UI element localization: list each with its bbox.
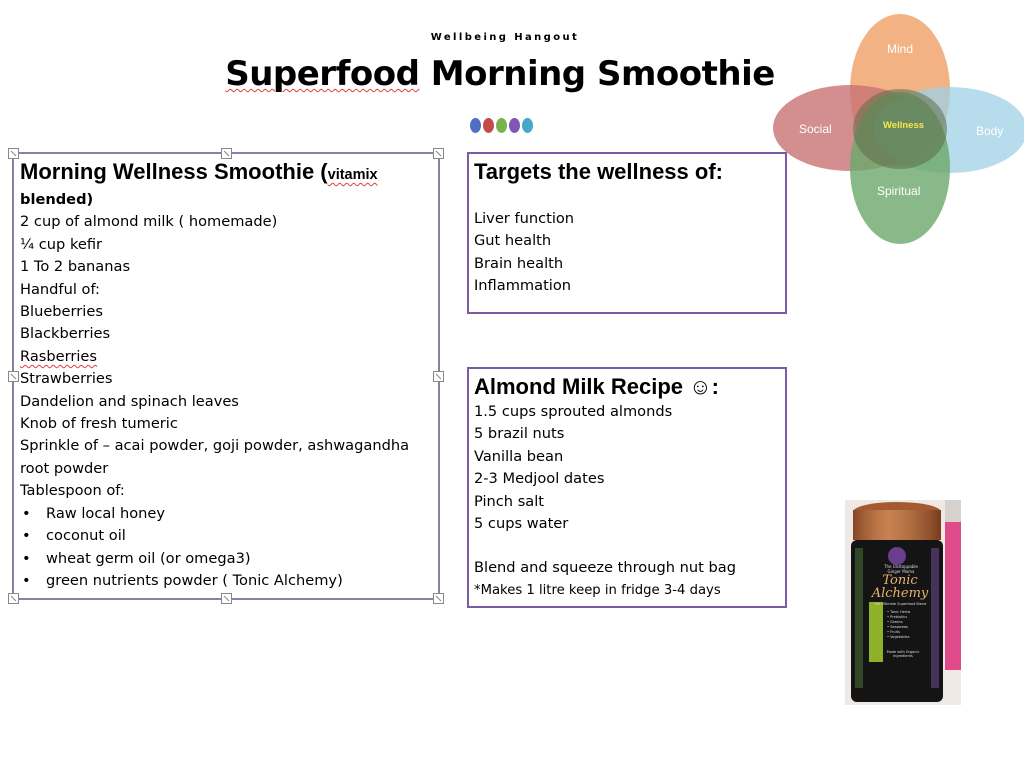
list-item: Liver function <box>474 210 575 227</box>
product-list-item: • Fruits <box>887 630 900 634</box>
ingredient-rasberries: Rasberries <box>20 347 97 365</box>
product-list-item: • Seaweeds <box>887 625 908 629</box>
ingredient-line: 2 cup of almond milk ( homemade) <box>20 213 278 231</box>
venn-label-spiritual: Spiritual <box>877 184 921 198</box>
dot-green <box>496 118 507 133</box>
product-made-with: Made with Organic Ingredients <box>886 650 920 658</box>
venn-label-social: Social <box>799 122 832 136</box>
venn-label-body: Body <box>976 124 1004 138</box>
spacer <box>474 186 781 208</box>
ingredient-line: Blueberries <box>20 303 103 321</box>
title-word-superfood: Superfood <box>225 54 420 94</box>
ingredient-line: ¼ cup kefir <box>20 235 103 253</box>
dot-teal <box>522 118 533 133</box>
ingredient-line: Sprinkle of – acai powder, goji powder, ashwagandha root powder <box>20 437 410 477</box>
list-item: Inflammation <box>474 277 572 295</box>
ingredient-line: Blackberries <box>20 325 111 343</box>
ingredient-line: Tablespoon of: <box>20 482 125 500</box>
list-item: 5 brazil nuts <box>474 425 565 443</box>
spacer <box>474 535 781 557</box>
smoothie-heading <box>20 158 432 189</box>
wellness-venn-diagram <box>770 8 1024 248</box>
tonic-alchemy-jar-icon <box>845 500 961 705</box>
ingredient-line: Knob of fresh tumeric <box>20 415 178 433</box>
dot-blue <box>470 118 481 133</box>
resize-handle-s[interactable] <box>221 593 232 604</box>
list-item: • coconut oil <box>20 525 432 547</box>
list-item: • wheat germ oil (or omega3) <box>20 548 432 570</box>
list-item: Vanilla bean <box>474 447 564 465</box>
smoothie-recipe-textbox[interactable] <box>12 152 440 600</box>
smoothie-heading-main: Morning Wellness Smoothie ( <box>20 159 328 184</box>
decorative-dots <box>470 118 540 134</box>
almond-note: *Makes 1 litre keep in fridge 3-4 days <box>474 582 721 598</box>
almond-milk-content <box>474 373 781 602</box>
smoothie-heading-vitamix: vitamix <box>327 167 378 183</box>
ingredient-line <box>20 346 432 368</box>
almond-milk-textbox[interactable] <box>467 367 787 608</box>
list-item: Brain health <box>474 254 564 272</box>
ingredient-line: Handful of: <box>20 280 100 298</box>
ingredient-line: 1 To 2 bananas <box>20 258 131 276</box>
product-list-item: • Tonic Herbs <box>887 610 911 614</box>
list-item: Gut health <box>474 232 552 250</box>
list-item: Pinch salt <box>474 492 545 510</box>
product-list-item: • Prebiotics <box>887 615 908 619</box>
product-tagline: The Ultimate Superfood Blend <box>873 602 927 606</box>
product-brand-small: The Unstoppable Ginger Mama <box>884 564 918 574</box>
list-item: • green nutrients powder ( Tonic Alchemy) <box>20 570 432 592</box>
brand-kicker: Wellbeing Hangout <box>430 32 580 43</box>
almond-instruction: Blend and squeeze through nut bag <box>474 559 736 577</box>
resize-handle-nw[interactable] <box>8 148 19 159</box>
resize-handle-sw[interactable] <box>8 593 19 604</box>
product-name: Tonic Alchemy <box>871 573 929 601</box>
resize-handle-se[interactable] <box>433 593 444 604</box>
smoothie-heading-sub: blended) <box>20 191 94 208</box>
almond-heading: Almond Milk Recipe ☺: <box>474 374 719 399</box>
product-list-item: • Vegetables <box>887 635 910 639</box>
tablespoon-list <box>20 503 432 593</box>
list-item: • Raw local honey <box>20 503 432 525</box>
ingredient-line: Dandelion and spinach leaves <box>20 392 239 410</box>
ingredient-line: Strawberries <box>20 370 113 388</box>
dot-red <box>483 118 494 133</box>
targets-textbox[interactable] <box>467 152 787 314</box>
targets-content <box>474 158 781 298</box>
smoothie-recipe-content <box>20 158 432 592</box>
page-title <box>205 54 795 94</box>
resize-handle-ne[interactable] <box>433 148 444 159</box>
targets-heading: Targets the wellness of: <box>474 159 723 184</box>
title-rest: Morning Smoothie <box>419 54 775 94</box>
product-list <box>887 610 937 640</box>
list-item: 1.5 cups sprouted almonds <box>474 403 673 420</box>
list-item: 2-3 Medjool dates <box>474 470 605 488</box>
product-list-item: • Greens <box>887 620 903 624</box>
venn-label-mind: Mind <box>887 42 914 56</box>
dot-purple <box>509 118 520 133</box>
venn-label-wellness: Wellness <box>883 120 925 131</box>
resize-handle-e[interactable] <box>433 371 444 382</box>
resize-handle-w[interactable] <box>8 371 19 382</box>
list-item: 5 cups water <box>474 515 569 533</box>
